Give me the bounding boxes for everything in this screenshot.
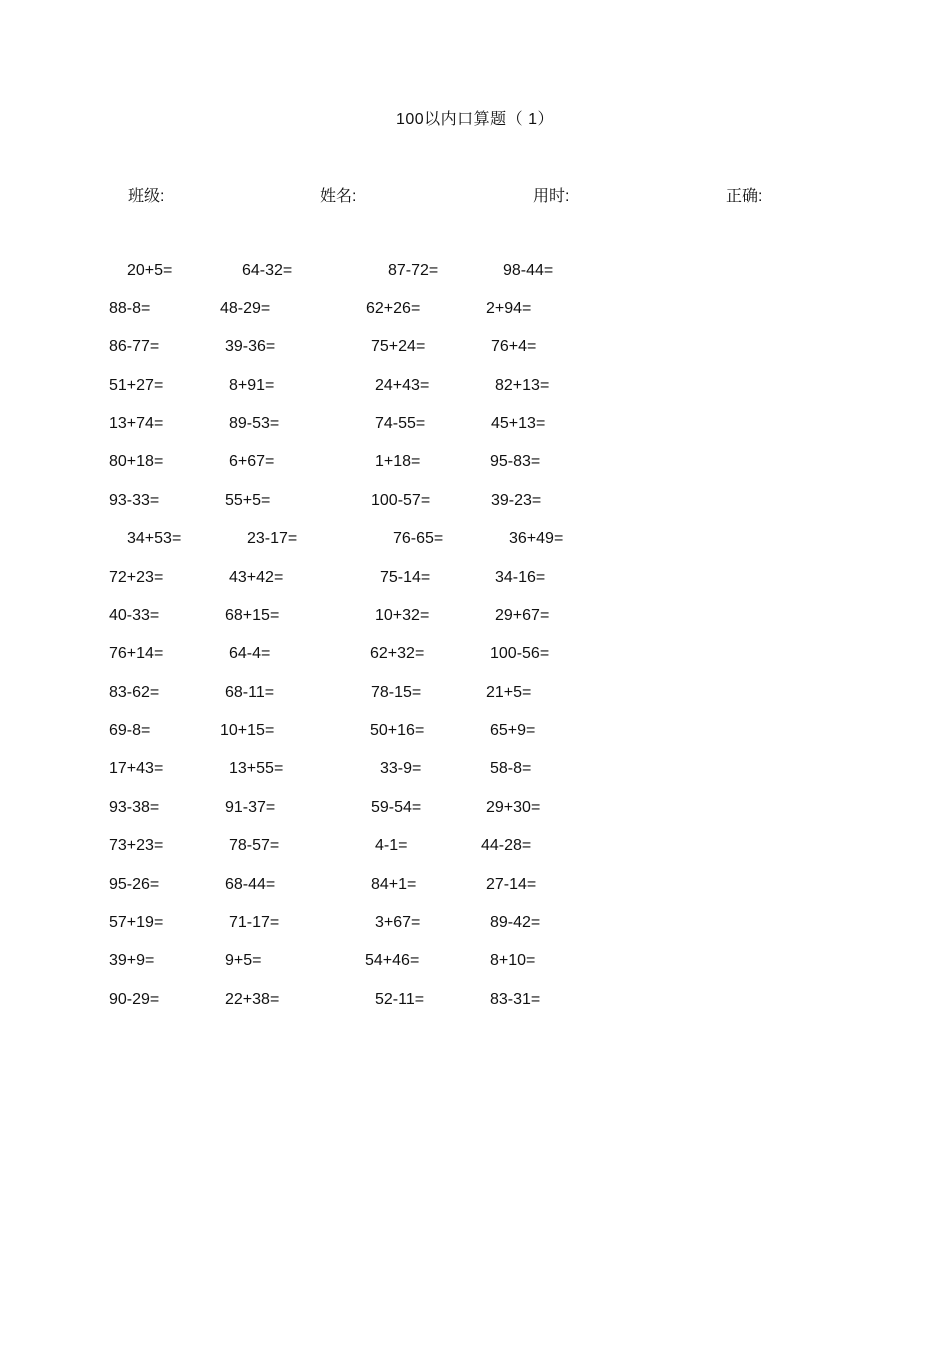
arithmetic-problem: 48-29= [220,300,271,317]
arithmetic-problem: 68+15= [225,607,280,624]
arithmetic-problem: 93-38= [109,799,160,816]
arithmetic-problem: 100-56= [490,645,550,662]
arithmetic-problem: 3+67= [375,914,421,931]
arithmetic-problem: 17+43= [109,760,164,777]
arithmetic-problem: 27-14= [486,876,537,893]
arithmetic-problem: 45+13= [491,415,546,432]
arithmetic-problem: 22+38= [225,991,280,1008]
arithmetic-problem: 76+14= [109,645,164,662]
arithmetic-problem: 39-36= [225,338,276,355]
arithmetic-problem: 74-55= [375,415,426,432]
arithmetic-problem: 1+18= [375,453,421,470]
arithmetic-problem: 39+9= [109,952,155,969]
arithmetic-problem: 62+32= [370,645,425,662]
arithmetic-problem: 55+5= [225,492,271,509]
arithmetic-problem: 64-4= [229,645,271,662]
arithmetic-problem: 40-33= [109,607,160,624]
arithmetic-problem: 51+27= [109,377,164,394]
arithmetic-problem: 76+4= [491,338,537,355]
arithmetic-problem: 50+16= [370,722,425,739]
arithmetic-problem: 75+24= [371,338,426,355]
arithmetic-problem: 29+67= [495,607,550,624]
arithmetic-problem: 4-1= [375,837,408,854]
arithmetic-problem: 34-16= [495,569,546,586]
arithmetic-problem: 95-83= [490,453,541,470]
arithmetic-problem: 84+1= [371,876,417,893]
arithmetic-problem: 95-26= [109,876,160,893]
arithmetic-problem: 89-53= [229,415,280,432]
arithmetic-problem: 75-14= [380,569,431,586]
arithmetic-problem: 83-31= [490,991,541,1008]
arithmetic-problem: 23-17= [247,530,298,547]
arithmetic-problem: 9+5= [225,952,262,969]
arithmetic-problem: 29+30= [486,799,541,816]
arithmetic-problem: 89-42= [490,914,541,931]
arithmetic-problem: 24+43= [375,377,430,394]
time-field-label: 用时: [533,188,570,205]
arithmetic-problem: 78-15= [371,684,422,701]
correct-field-label: 正确: [726,188,763,205]
arithmetic-problem: 54+46= [365,952,420,969]
arithmetic-problem: 88-8= [109,300,151,317]
arithmetic-problem: 72+23= [109,569,164,586]
arithmetic-problem: 59-54= [371,799,422,816]
worksheet-title: 100以内口算题（ 1） [395,111,555,128]
arithmetic-problem: 78-57= [229,837,280,854]
arithmetic-problem: 10+32= [375,607,430,624]
arithmetic-problem: 82+13= [495,377,550,394]
arithmetic-problem: 68-11= [225,684,275,701]
arithmetic-problem: 58-8= [490,760,532,777]
arithmetic-problem: 76-65= [393,530,444,547]
arithmetic-problem: 83-62= [109,684,160,701]
arithmetic-problem: 39-23= [491,492,542,509]
arithmetic-problem: 6+67= [229,453,275,470]
arithmetic-problem: 69-8= [109,722,151,739]
arithmetic-problem: 91-37= [225,799,276,816]
arithmetic-problem: 64-32= [242,262,293,279]
arithmetic-problem: 100-57= [371,492,431,509]
arithmetic-problem: 68-44= [225,876,276,893]
arithmetic-problem: 2+94= [486,300,532,317]
class-field-label: 班级: [128,188,165,205]
arithmetic-problem: 13+55= [229,760,284,777]
arithmetic-problem: 57+19= [109,914,164,931]
arithmetic-problem: 10+15= [220,722,275,739]
arithmetic-problem: 52-11= [375,991,425,1008]
arithmetic-problem: 20+5= [127,262,173,279]
arithmetic-problem: 65+9= [490,722,536,739]
arithmetic-problem: 34+53= [127,530,182,547]
arithmetic-problem: 44-28= [481,837,532,854]
arithmetic-problem: 90-29= [109,991,160,1008]
name-field-label: 姓名: [320,188,357,205]
arithmetic-problem: 71-17= [229,914,280,931]
arithmetic-problem: 62+26= [366,300,421,317]
arithmetic-problem: 43+42= [229,569,284,586]
arithmetic-problem: 80+18= [109,453,164,470]
arithmetic-problem: 36+49= [509,530,564,547]
arithmetic-problem: 8+91= [229,377,275,394]
arithmetic-problem: 98-44= [503,262,554,279]
arithmetic-problem: 13+74= [109,415,164,432]
arithmetic-problem: 73+23= [109,837,164,854]
arithmetic-problem: 33-9= [380,760,422,777]
arithmetic-problem: 87-72= [388,262,439,279]
arithmetic-problem: 86-77= [109,338,160,355]
arithmetic-problem: 21+5= [486,684,532,701]
arithmetic-problem: 8+10= [490,952,536,969]
arithmetic-problem: 93-33= [109,492,160,509]
